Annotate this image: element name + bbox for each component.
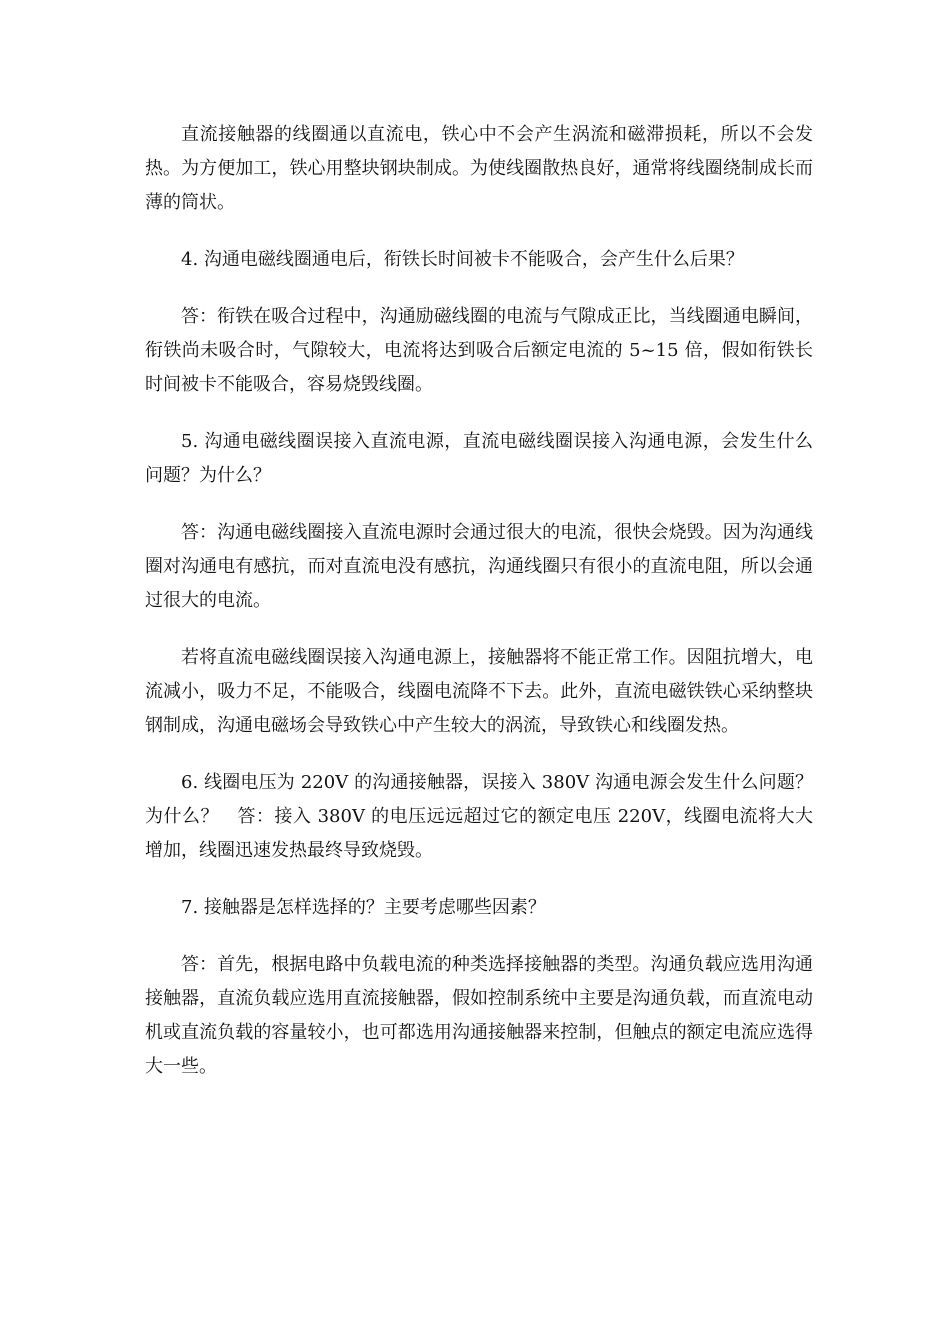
answer-4: 答：衔铁在吸合过程中，沟通励磁线圈的电流与气隙成正比，当线圈通电瞬间，衔铁尚未吸合时，气隙较大，电流将达到吸合后额定电流的 5~15 倍，假如衔铁长时间被卡不能吸合，容易烧毁线圈。 (145, 306, 813, 395)
answer-7: 答：首先，根据电路中负载电流的种类选择接触器的类型。沟通负载应选用沟通接触器，直流负载应选用直流接触器，假如控制系统中主要是沟通负载，而直流电动机或直流负载的容量较小，也可都选用沟通接触器来控制，但触点的额定电流应选得大一些。 (145, 954, 813, 1077)
question-4: 4. 沟通电磁线圈通电后，衔铁长时间被卡不能吸合，会产生什么后果？ (181, 249, 744, 270)
paragraph-dc-coil-description: 直流接触器的线圈通以直流电，铁心中不会产生涡流和磁滞损耗，所以不会发热。为方便加工，铁心用整块钢块制成。为使线圈散热良好，通常将线圈绕制成长而薄的筒状。 (145, 124, 813, 213)
answer-5-part-1: 答：沟通电磁线圈接入直流电源时会通过很大的电流，很快会烧毁。因为沟通线圈对沟通电有感抗，而对直流电没有感抗，沟通线圈只有很小的直流电阻，所以会通过很大的电流。 (145, 522, 813, 611)
answer-5-part-2: 若将直流电磁线圈误接入沟通电源上，接触器将不能正常工作。因阻抗增大，电流减小，吸力不足，不能吸合，线圈电流降不下去。此外，直流电磁铁铁心采纳整块钢制成，沟通电磁场会导致铁心中产生较大的涡流，导致铁心和线圈发热。 (145, 647, 813, 736)
document-body (145, 118, 813, 1107)
question-answer-6: 6. 线圈电压为 220V 的沟通接触器，误接入 380V 沟通电源会发生什么问题？为什么？ 答：接入 380V 的电压远远超过它的额定电压 220V，线圈电流将大大增加，线圈迅速发热最终导致烧毁。 (145, 772, 813, 861)
question-5: 5. 沟通电磁线圈误接入直流电源，直流电磁线圈误接入沟通电源，会发生什么问题？为什么？ (145, 431, 813, 486)
question-7: 7. 接触器是怎样选择的？主要考虑哪些因素？ (181, 897, 546, 918)
